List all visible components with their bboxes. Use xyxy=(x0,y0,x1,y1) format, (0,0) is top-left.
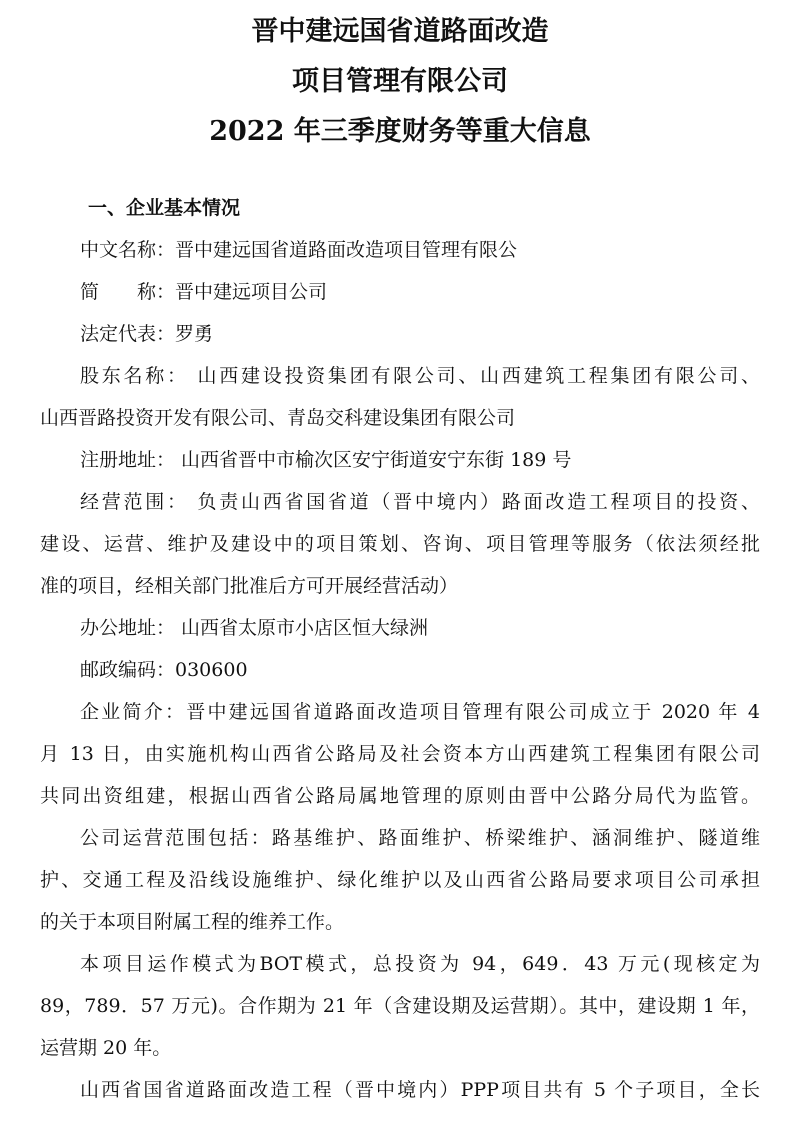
info-shareholders-line-2: 山西晋路投资开发有限公司、青岛交科建设集团有限公司 xyxy=(40,407,516,429)
info-legal-representative: 法定代表：罗勇 xyxy=(80,323,214,345)
profile-line-1: 企业简介：晋中建远国省道路面改造项目管理有限公司成立于 2020 年 4 xyxy=(80,701,760,723)
scope-line-1: 公司运营范围包括：路基维护、路面维护、桥梁维护、涵洞维护、隧道维 xyxy=(80,827,760,849)
scope-line-2: 护、交通工程及沿线设施维护、绿化维护以及山西省公路局要求项目公司承担 xyxy=(40,869,760,891)
info-short-name: 简 称：晋中建远项目公司 xyxy=(80,281,328,303)
doc-title-line-3: 2022 年三季度财务等重大信息 xyxy=(209,116,591,147)
info-business-scope-line-3: 准的项目，经相关部门批准后方可开展经营活动） xyxy=(40,575,459,597)
info-business-scope-line-2: 建设、运营、维护及建设中的项目策划、咨询、项目管理等服务（依法须经批 xyxy=(40,533,760,555)
mode-line-2: 89，789．57 万元)。合作期为 21 年（含建设期及运营期）。其中，建设期 1 年， xyxy=(40,995,760,1017)
info-chinese-name: 中文名称：晋中建远国省道路面改造项目管理有限公 xyxy=(80,239,518,261)
info-business-scope-line-1: 经营范围： 负责山西省国省道（晋中境内）路面改造工程项目的投资、 xyxy=(80,491,760,513)
project-line-1: 山西省国省道路面改造工程（晋中境内）PPP项目共有 5 个子项目，全长 xyxy=(80,1079,760,1101)
info-office-address: 办公地址： 山西省太原市小店区恒大绿洲 xyxy=(80,617,429,639)
mode-line-1: 本项目运作模式为BOT模式，总投资为 94，649．43 万元(现核定为 xyxy=(80,953,760,975)
info-shareholders-line-1: 股东名称： 山西建设投资集团有限公司、山西建筑工程集团有限公司、 xyxy=(80,365,760,387)
info-postal-code: 邮政编码：030600 xyxy=(80,659,248,681)
section-heading-basic-info: 一、企业基本情况 xyxy=(88,197,241,219)
mode-line-3: 运营期 20 年。 xyxy=(40,1037,172,1059)
profile-line-2: 月 13 日，由实施机构山西省公路局及社会资本方山西建筑工程集团有限公司 xyxy=(40,743,760,765)
scope-line-3: 的关于本项目附属工程的维养工作。 xyxy=(40,911,345,933)
doc-title-line-2: 项目管理有限公司 xyxy=(292,66,508,97)
doc-title-line-1: 晋中建远国省道路面改造 xyxy=(251,16,549,47)
info-registered-address: 注册地址： 山西省晋中市榆次区安宁街道安宁东街 189 号 xyxy=(80,449,572,471)
profile-line-3: 共同出资组建，根据山西省公路局属地管理的原则由晋中公路分局代为监管。 xyxy=(40,785,760,807)
